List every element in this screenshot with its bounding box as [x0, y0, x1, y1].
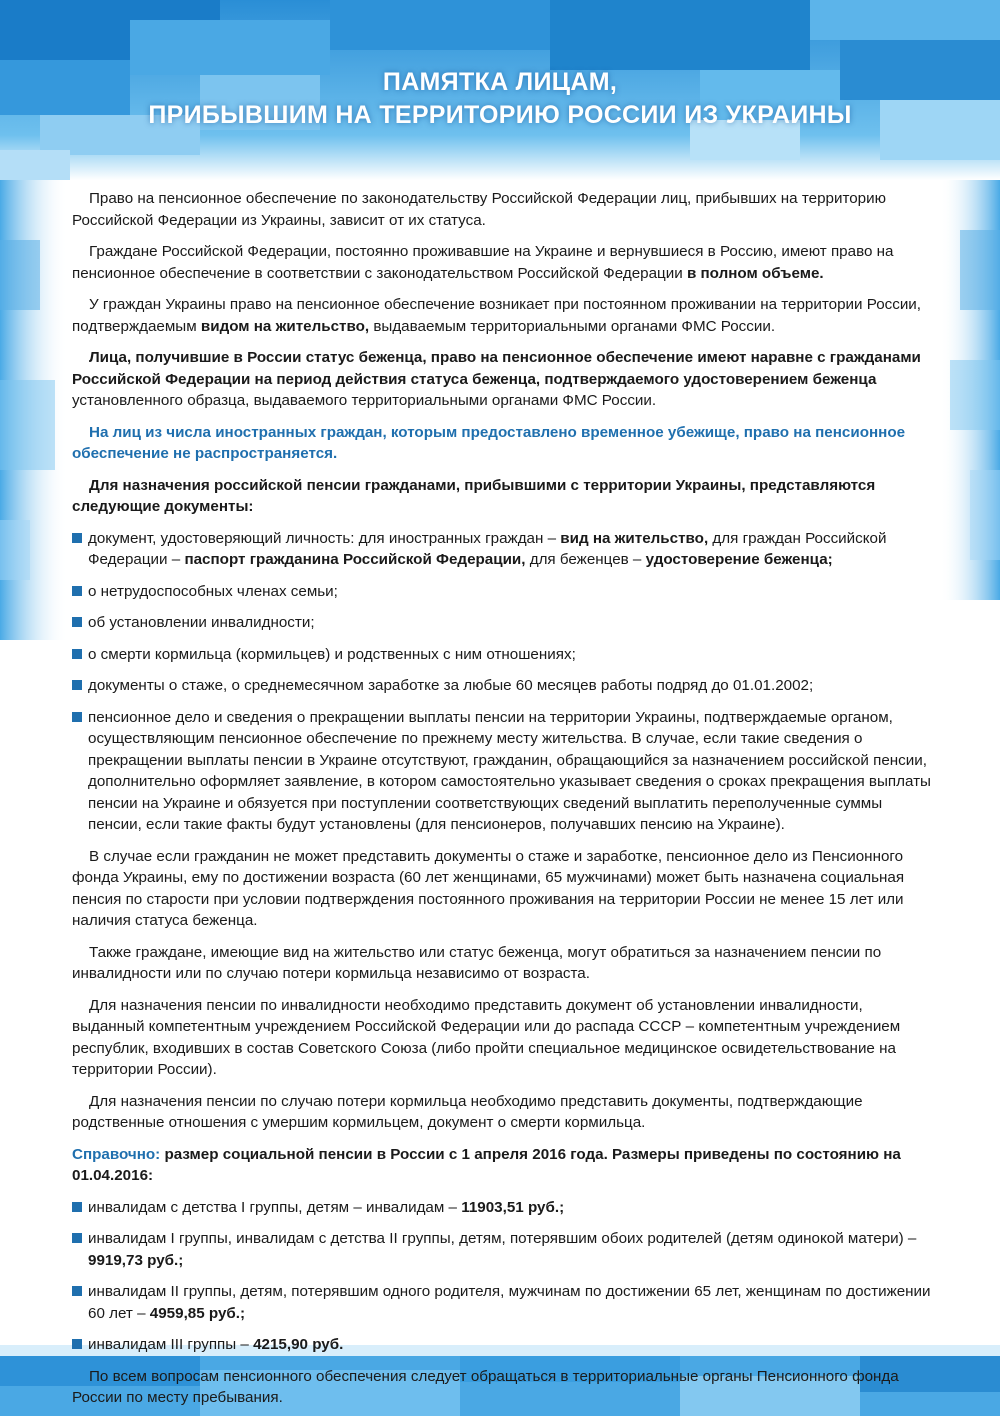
paragraph-reference — [72, 1144, 934, 1187]
square-bullet-icon — [72, 1339, 82, 1349]
paragraph-russian-citizens — [72, 241, 934, 284]
list-item: документ, удостоверяющий личность: для иностранных граждан – вид на жительство, для граждан Российской Федерации – паспорт гражданина Российской Федерации, для беженцев – удостоверение беженца; — [72, 528, 934, 571]
square-bullet-icon — [72, 1233, 82, 1243]
rate-amount: 9919,73 руб.; — [88, 1251, 184, 1269]
paragraph-text: Граждане Российской Федерации, постоянно проживавшие на Украине и вернувшиеся в Россию, имеют право на пенсионное обеспечение в соответствии с законодательством Российской Федерации — [72, 243, 894, 282]
list-item: пенсионное дело и сведения о прекращении выплаты пенсии на территории Украины, подтверждаемые органом, осуществляющим пенсионное обеспечение по прежнему месту жительства. В случае, если такие сведения о прекращении выплаты пенсии в Украине отсутствуют, гражданин, обращающийся за назначением российской пенсии, дополнительно оформляет заявление, в котором самостоятельно указывает сведения о сроках прекращения выплаты пенсии на Украине и обязуется при поступлении соответствующих сведений выплатить переполученные суммы пенсии, если такие факты будут установлены (для пенсионеров, получавших пенсию на Украине). — [72, 707, 934, 836]
rate-amount: 11903,51 руб.; — [461, 1198, 565, 1216]
paragraph-refugees — [72, 347, 934, 412]
paragraph-text: выдаваемым территориальными органами ФМС России. — [373, 317, 776, 335]
page-title — [0, 66, 1000, 132]
square-bullet-icon — [72, 586, 82, 596]
list-item: инвалидам II группы, детям, потерявшим одного родителя, мужчинам по достижении 65 лет, женщинам по достижении 60 лет – 4959,85 руб.; — [72, 1281, 934, 1324]
paragraph-text: У граждан Украины право на пенсионное обеспечение возникает при постоянном проживании на территории России, подтверждаемым — [72, 296, 922, 335]
title-line-2: ПРИБЫВШИМ НА ТЕРРИТОРИЮ РОССИИ ИЗ УКРАИНЫ — [148, 101, 852, 129]
list-item: об установлении инвалидности; — [72, 612, 934, 634]
paragraph-text: установленного образца, выдаваемого территориальными органами ФМС России. — [72, 392, 657, 409]
square-bullet-icon — [72, 712, 82, 722]
square-bullet-icon — [72, 680, 82, 690]
square-bullet-icon — [72, 649, 82, 659]
paragraph-ukrainian-citizens — [72, 294, 934, 337]
paragraph-social-pension: В случае если гражданин не может представить документы о стаже и заработке, пенсионное дело из Пенсионного фонда Украины, ему по достижении возраста (60 лет женщинами, 65 мужчинами) может быть назначена социальная пенсия по старости при условии подтверждения постоянного проживания на территории России не менее 15 лет или наличия статуса беженца. — [72, 847, 905, 929]
paragraph-survivor-documents: Для назначения пенсии по случаю потери кормильца необходимо представить документы, подтверждающие родственные отношения с умершим кормильцем, документ о смерти кормильца. — [72, 1092, 863, 1131]
list-item: инвалидам III группы – 4215,90 руб. — [72, 1334, 934, 1356]
paragraph-status-intro: Право на пенсионное обеспечение по законодательству Российской Федерации лиц, прибывших на территорию Российской Федерации из Украины, зависит от их статуса. — [72, 190, 886, 229]
rate-amount: 4959,85 руб.; — [149, 1304, 246, 1322]
list-item: о нетрудоспособных членах семьи; — [72, 581, 934, 603]
square-bullet-icon — [72, 1202, 82, 1212]
paragraph-disability-survivor: Также граждане, имеющие вид на жительство или статус беженца, могут обратиться за назначением пенсии по инвалидности или по случаю потери кормильца независимо от возраста. — [72, 943, 882, 982]
list-item: о смерти кормильца (кормильцев) и родственных с ним отношениях; — [72, 644, 934, 666]
document-body — [72, 188, 934, 1419]
paragraph-emphasis: видом на жительство, — [200, 317, 370, 335]
square-bullet-icon — [72, 533, 82, 543]
paragraph-emphasis: Лица, получившие в России статус беженца, право на пенсионное обеспечение имеют наравне с гражданами Российской Федерации на период действия статуса беженца, подтверждаемого удостоверением беженца — [72, 349, 921, 388]
reference-label: Справочно: — [72, 1145, 161, 1163]
documents-list — [72, 528, 934, 836]
square-bullet-icon — [72, 617, 82, 627]
rate-amount: 4215,90 руб. — [253, 1336, 344, 1353]
paragraph-documents-heading: Для назначения российской пенсии гражданами, прибывшими с территории Украины, представляются следующие документы: — [72, 476, 876, 515]
reference-text: размер социальной пенсии в России с 1 апреля 2016 года. Размеры приведены по состоянию на 01.04.2016: — [72, 1145, 901, 1184]
paragraph-temporary-asylum: На лиц из числа иностранных граждан, которым предоставлено временное убежище, право на пенсионное обеспечение не распространяется. — [72, 423, 906, 462]
list-item: документы о стаже, о среднемесячном заработке за любые 60 месяцев работы подряд до 01.01.2002; — [72, 675, 934, 697]
list-item: инвалидам I группы, инвалидам с детства II группы, детям, потерявшим обоих родителей (детям одинокой матери) – 9919,73 руб.; — [72, 1228, 934, 1271]
square-bullet-icon — [72, 1286, 82, 1296]
paragraph-contact: По всем вопросам пенсионного обеспечения следует обращаться в территориальные органы Пенсионного фонда России по месту пребывания. — [72, 1367, 899, 1406]
title-line-1: ПАМЯТКА ЛИЦАМ, — [382, 68, 618, 96]
list-item: инвалидам с детства I группы, детям – инвалидам – 11903,51 руб.; — [72, 1197, 934, 1219]
paragraph-disability-document: Для назначения пенсии по инвалидности необходимо представить документ об установлении инвалидности, выданный компетентным учреждением Российской Федерации или до распада СССР – компетентным учреждением республик, входивших в состав Советского Союза (либо пройти специальное медицинское освидетельствование на территории России). — [72, 996, 901, 1078]
paragraph-emphasis: в полном объеме. — [686, 264, 824, 282]
pension-rates-list — [72, 1197, 934, 1356]
